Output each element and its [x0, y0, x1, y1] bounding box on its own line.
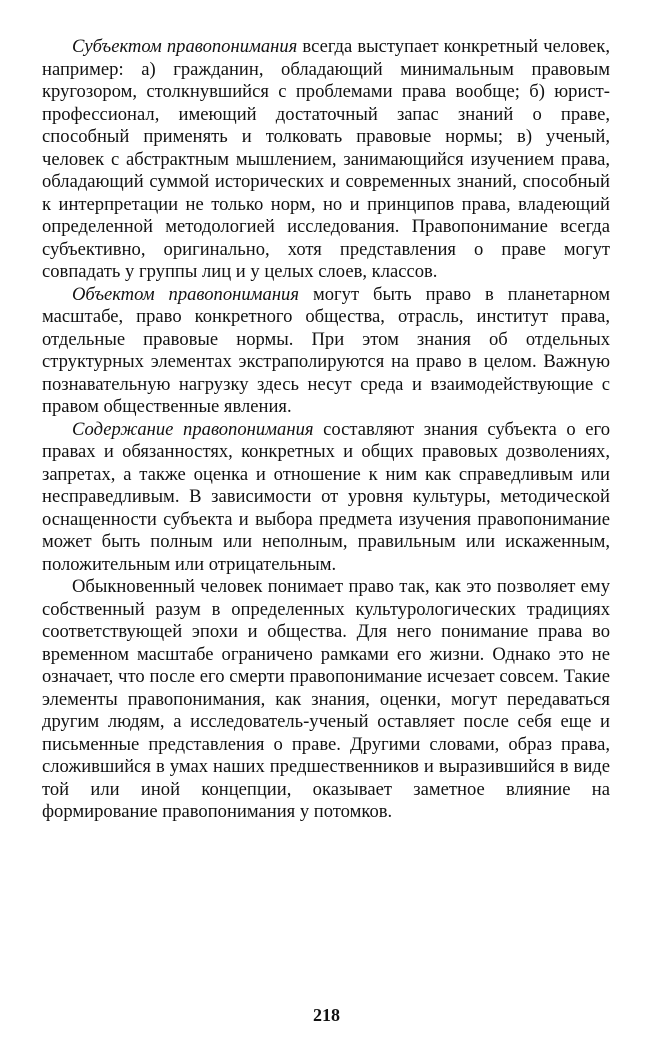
- paragraph-object: [42, 284, 610, 419]
- paragraph-object-text: могут быть право в планетарном масштабе, право конкретного общества, отрасль, институт права, отдельные правовые нормы. При этом знания об отдельных структурных элементах экстраполируются на право в целом. Важную познавательную нагрузку здесь несут среда и взаимодействующие с правом общественные явления.: [42, 283, 610, 417]
- page-body: [42, 36, 610, 824]
- page-number: 218: [313, 1005, 340, 1025]
- term-object: Объектом правопонимания: [72, 283, 299, 305]
- paragraph-ordinary-person: [42, 576, 610, 824]
- paragraph-subject: [42, 36, 610, 284]
- paragraph-ordinary-person-text: Обыкновенный человек понимает право так, как это позволяет ему собственный разум в определенных культурологических традициях соответствующей эпохи и общества. Для него понимание права во временном масштабе ограничено рамками его жизни. Однако это не означает, что после его смерти правопонимание исчезает совсем. Такие элементы правопонимания, как знания, оценки, могут передаваться другим людям, а исследователь-ученый оставляет после себя еще и письменные представления о праве. Другими словами, образ права, сложившийся в умах наших предшественников и выразившийся в виде той или иной концепции, оказывает заметное влияние на формирование правопонимания у потомков.: [42, 576, 610, 822]
- term-content: Содержание правопонимания: [72, 418, 314, 440]
- paragraph-content-text: составляют знания субъекта о его правах и обязанностях, конкретных и общих правовых дозволениях, запретах, а также оценка и отношение к ним как справедливым или несправедливым. В зависимости от уровня культуры, методической оснащенности субъекта и выбора предмета изучения правопонимание может быть полным или неполным, правильным или искаженным, положительным или отрицательным.: [42, 418, 610, 575]
- paragraph-content: [42, 419, 610, 577]
- term-subject: Субъектом правопонимания: [72, 36, 298, 57]
- paragraph-subject-text: всегда выступает конкретный человек, например: а) гражданин, обладающий минимальным правовым кругозором, столкнувшийся с проблемами права вообще; б) юрист-профессионал, имеющий достаточный запас знаний о праве, способный применять и толковать правовые нормы; в) ученый, человек с абстрактным мышлением, занимающийся изучением права, обладающий суммой исторических и современных знаний, способный к интерпретации не только норм, но и принципов права, владеющий определенной методологией исследования. Правопонимание всегда субъективно, оригинально, хотя представления о праве могут совпадать у группы лиц и у целых слоев, классов.: [42, 36, 610, 282]
